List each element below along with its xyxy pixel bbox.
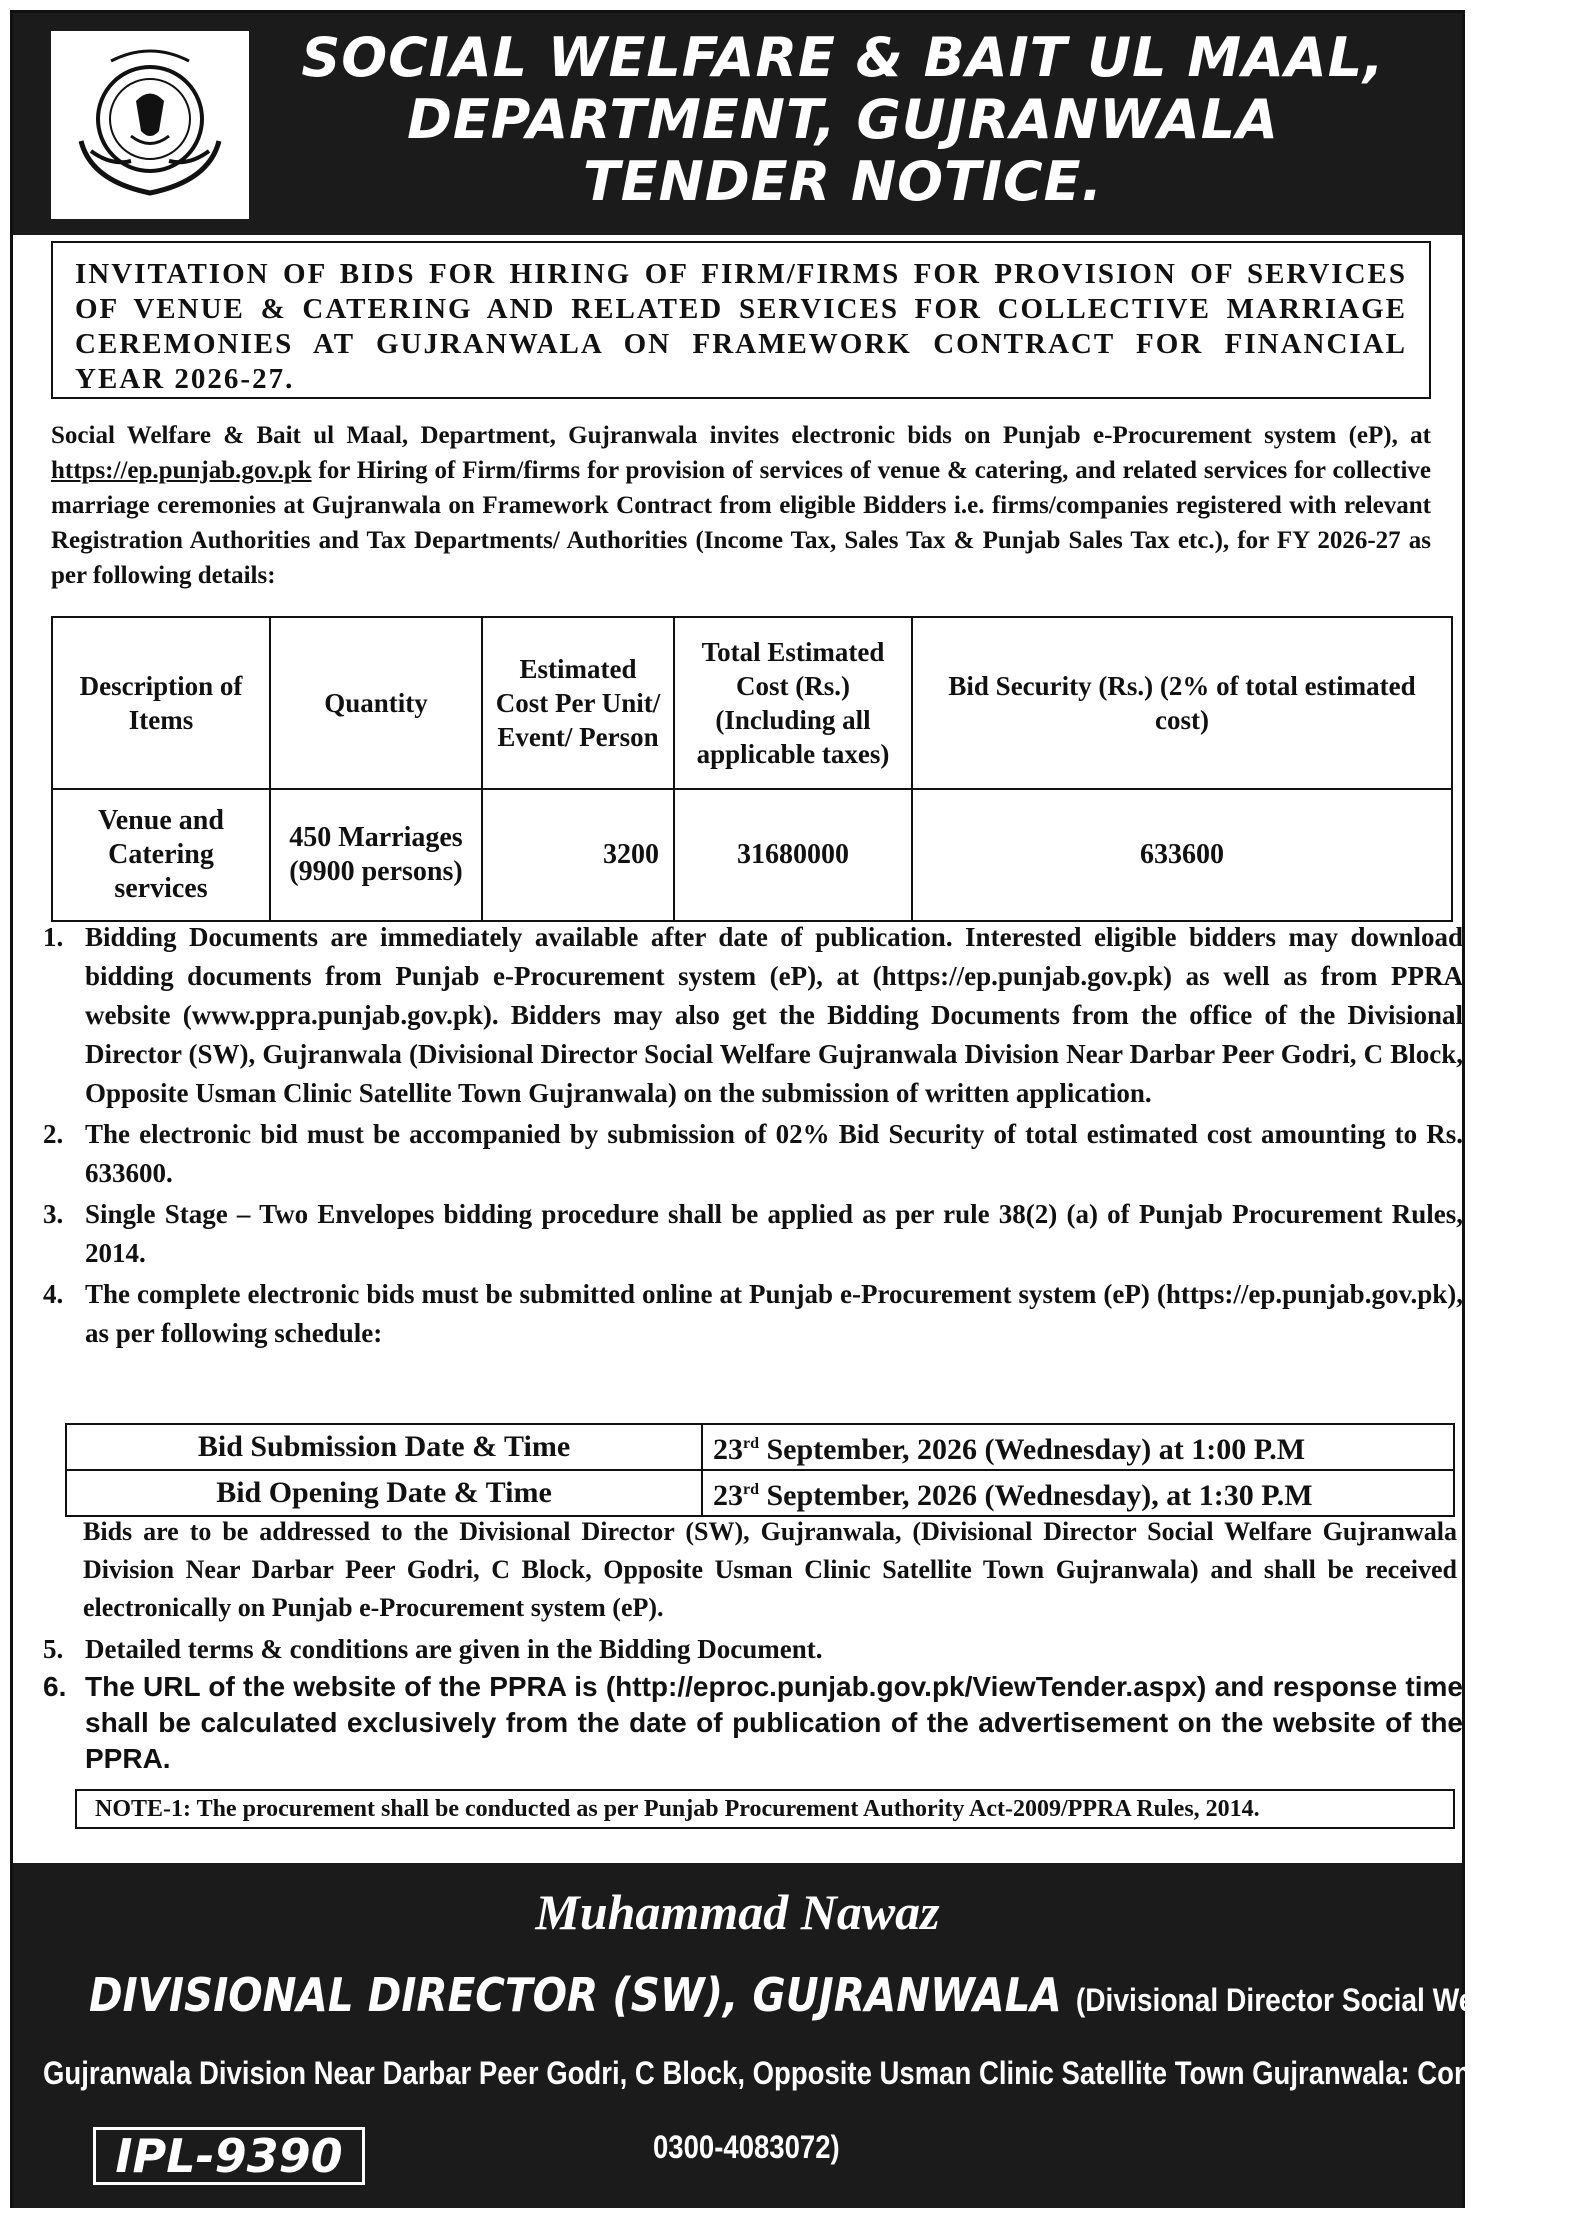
table-header-row bbox=[52, 617, 1452, 789]
office-address: Gujranwala Division Near Darbar Peer Godri, C Block, Opposite Usman Clinic Satellite Town Gujranwala: Contact No. bbox=[43, 2055, 1572, 2091]
cell-quantity bbox=[270, 789, 482, 921]
tender-notice-page bbox=[10, 10, 1572, 2208]
schedule-table bbox=[65, 1423, 1455, 1517]
list-item bbox=[43, 1275, 1463, 1353]
schedule-label: Bid Submission Date & Time bbox=[66, 1424, 702, 1470]
item-number: 2. bbox=[43, 1119, 64, 1149]
department-seal-logo bbox=[51, 31, 249, 219]
item-text: The electronic bid must be accompanied by submission of 02% Bid Security of total estimated cost amounting to Rs. 633600. bbox=[85, 1119, 1463, 1188]
header-banner bbox=[13, 13, 1462, 235]
day-suffix: rd bbox=[743, 1481, 759, 1498]
designation-title: DIVISIONAL DIRECTOR (SW), GUJRANWALA bbox=[89, 1968, 1062, 2022]
item-number: 5. bbox=[43, 1634, 64, 1664]
list-item bbox=[43, 1195, 1463, 1273]
schedule-value bbox=[702, 1424, 1454, 1470]
note-box: NOTE-1: The procurement shall be conducted as per Punjab Procurement Authority Act-2009/PPRA Rules, 2014. bbox=[75, 1789, 1455, 1829]
schedule-label: Bid Opening Date & Time bbox=[66, 1470, 702, 1516]
item-number: 6. bbox=[43, 1671, 67, 1702]
date-rest: September, 2026 (Wednesday) at 1:00 P.M bbox=[759, 1433, 1306, 1466]
schedule-row bbox=[66, 1424, 1454, 1470]
quantity-line-2: (9900 persons) bbox=[289, 856, 463, 887]
cell-total-cost: 31680000 bbox=[674, 789, 912, 921]
numbered-list bbox=[43, 918, 1463, 1355]
address-paragraph: Bids are to be addressed to the Divisional Director (SW), Gujranwala, (Divisional Director Social Welfare Gujranwala Division Near Darbar Peer Godri, C Block, Opposite Usman Clinic Satellite Town Gujranwala) and shall be received electronically on Punjab e-Procurement system (eP). bbox=[83, 1517, 1457, 1622]
cell-description: Venue and Catering services bbox=[52, 789, 270, 921]
header-title bbox=[263, 27, 1423, 213]
signatory-name: Muhammad Nawaz bbox=[535, 1884, 940, 1940]
ipl-code: IPL-9390 bbox=[93, 2127, 365, 2185]
day-suffix: rd bbox=[743, 1435, 759, 1452]
cell-unit-cost: 3200 bbox=[482, 789, 674, 921]
designation bbox=[89, 1968, 1534, 2022]
col-total-cost: Total Estimated Cost (Rs.) (Including all applicable taxes) bbox=[674, 617, 912, 789]
intro-text-2: for Hiring of Firm/firms for provision of services of venue & catering, and related services for collective marriage ceremonies at Gujranwala on Framework Contract from eligible Bidders i.e. firms/companies registered with relevant Registration Authorities and Tax Departments/ Authorities (Income Tax, Sales Tax & Punjab Sales Tax etc.), for FY 2026-27 as per following details: bbox=[51, 457, 1431, 589]
details-table bbox=[51, 616, 1453, 922]
item-number: 4. bbox=[43, 1279, 64, 1309]
header-line-1: SOCIAL WELFARE & BAIT UL MAAL, bbox=[301, 26, 1385, 89]
intro-text-1: Social Welfare & Bait ul Maal, Department, Gujranwala invites electronic bids on Punjab e-Procurement system (eP), at bbox=[51, 422, 1431, 449]
col-unit-cost: Estimated Cost Per Unit/ Event/ Person bbox=[482, 617, 674, 789]
schedule-value bbox=[702, 1470, 1454, 1516]
quantity-line-1: 450 Marriages bbox=[289, 822, 463, 853]
col-bid-security: Bid Security (Rs.) (2% of total estimated cost) bbox=[912, 617, 1452, 789]
invitation-box: INVITATION OF BIDS FOR HIRING OF FIRM/FIRMS FOR PROVISION OF SERVICES OF VENUE & CATERING AND RELATED SERVICES FOR COLLECTIVE MARRIAGE CEREMONIES AT GUJRANWALA ON FRAMEWORK CONTRACT FOR FINANCIAL YEAR 2026-27. bbox=[51, 241, 1431, 399]
item-text: Bidding Documents are immediately available after date of publication. Interested eligible bidders may download bidding documents from Punjab e-Procurement system (eP), at (https://ep.punjab.gov.pk) as well as from PPRA website (www.ppra.punjab.gov.pk). Bidders may also get the Bidding Documents from the office of the Divisional Director (SW), Gujranwala (Divisional Director Social Welfare Gujranwala Division Near Darbar Peer Godri, C Block, Opposite Usman Clinic Satellite Town Gujranwala) on the submission of written application. bbox=[85, 922, 1463, 1108]
day: 23 bbox=[713, 1479, 743, 1512]
list-item bbox=[43, 1631, 1463, 1667]
item-number: 1. bbox=[43, 922, 64, 952]
col-description: Description of Items bbox=[52, 617, 270, 789]
item-text: The complete electronic bids must be submitted online at Punjab e-Procurement system (eP) (https://ep.punjab.gov.pk), as per following schedule: bbox=[85, 1279, 1463, 1348]
date-rest: September, 2026 (Wednesday), at 1:30 P.M bbox=[759, 1479, 1313, 1512]
contact-number: 0300-4083072) bbox=[653, 2129, 840, 2165]
cell-bid-security: 633600 bbox=[912, 789, 1452, 921]
item-text: Single Stage – Two Envelopes bidding procedure shall be applied as per rule 38(2) (a) of Punjab Procurement Rules, 2014. bbox=[85, 1199, 1463, 1268]
designation-tail: (Divisional Director Social Welfare bbox=[1075, 1982, 1534, 2018]
footer-banner bbox=[13, 1863, 1572, 2208]
numbered-list-2 bbox=[43, 1631, 1463, 1779]
col-quantity: Quantity bbox=[270, 617, 482, 789]
day: 23 bbox=[713, 1433, 743, 1466]
list-item bbox=[43, 918, 1463, 1113]
seal-icon bbox=[51, 31, 249, 219]
item-text: The URL of the website of the PPRA is (http://eproc.punjab.gov.pk/ViewTender.aspx) and response time shall be calculated exclusively from the date of publication of the advertisement on the website of the PPRA. bbox=[85, 1671, 1463, 1774]
table-row bbox=[52, 789, 1452, 921]
schedule-row bbox=[66, 1470, 1454, 1516]
header-line-3: TENDER NOTICE. bbox=[582, 150, 1104, 213]
list-item bbox=[43, 1669, 1463, 1777]
header-line-2: DEPARTMENT, GUJRANWALA bbox=[407, 88, 1279, 151]
list-item bbox=[43, 1115, 1463, 1193]
item-text: Detailed terms & conditions are given in the Bidding Document. bbox=[85, 1634, 823, 1664]
ep-link[interactable]: https://ep.punjab.gov.pk bbox=[51, 457, 312, 484]
intro-paragraph bbox=[51, 418, 1431, 593]
item-number: 3. bbox=[43, 1199, 64, 1229]
